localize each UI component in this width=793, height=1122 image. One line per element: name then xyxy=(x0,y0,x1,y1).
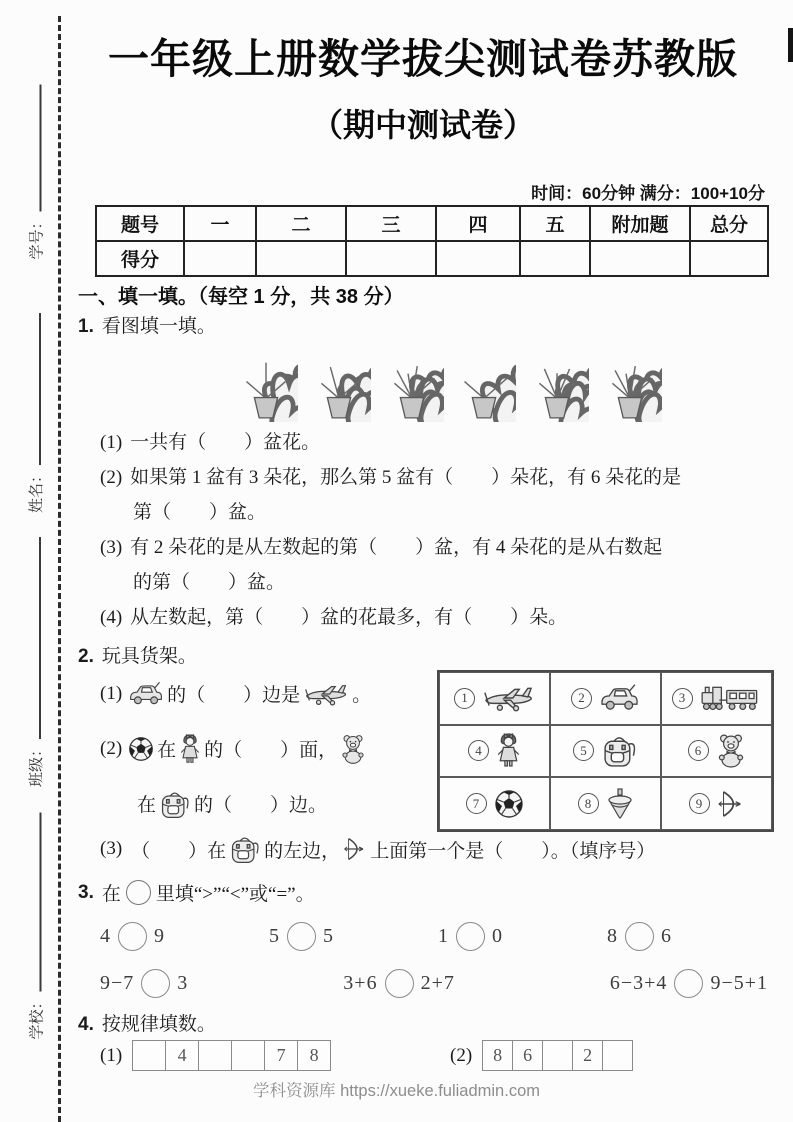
flower-pot xyxy=(307,342,371,422)
score-empty-cell-2 xyxy=(256,241,346,276)
q4-seq1-cell-2: 4 xyxy=(165,1041,198,1070)
margin-label-class xyxy=(24,537,46,787)
toy-shelf-grid xyxy=(437,670,774,832)
q4-seq2-cell-3 xyxy=(542,1041,572,1070)
q1-title-text: 看图填一填。 xyxy=(101,316,216,337)
shelf-cell-5 xyxy=(550,725,661,778)
shelf-number-8: 8 xyxy=(578,793,599,814)
q4-seq2-cell-4: 2 xyxy=(572,1041,602,1070)
shelf-number-6: 6 xyxy=(688,740,709,761)
shelf-cell-4 xyxy=(439,725,550,778)
comparison-left: 9−7 xyxy=(100,972,135,994)
margin-label-text-student-id: 学号： xyxy=(28,214,45,260)
q4-sequence-boxes-2 xyxy=(482,1040,633,1071)
q4-seq1-cell-4 xyxy=(231,1041,264,1070)
q2-line-1 xyxy=(100,666,440,721)
answer-circle xyxy=(456,922,485,951)
plane-icon xyxy=(482,684,535,712)
q3-comparison-row-1 xyxy=(100,922,672,951)
q1-sub-4 xyxy=(100,600,768,635)
q2-line-2-text-2: 在 xyxy=(157,740,177,761)
comparison-left: 8 xyxy=(607,925,618,947)
flower-pot xyxy=(452,342,516,422)
shelf-number-1: 1 xyxy=(454,688,475,709)
teddy-icon xyxy=(340,734,366,764)
score-empty-cell-1 xyxy=(184,241,256,276)
score-table-col-6: 附加题 xyxy=(590,206,690,241)
answer-circle xyxy=(141,969,170,998)
q1-sub-3 xyxy=(100,530,768,600)
comparison-right: 3 xyxy=(177,972,189,994)
q2-subquestions xyxy=(100,666,440,831)
q2-title-text: 玩具货架。 xyxy=(101,646,197,667)
shelf-number-9: 9 xyxy=(689,793,710,814)
q4-title-text: 按规律填数。 xyxy=(101,1014,216,1035)
score-row-label-cell: 得分 xyxy=(96,241,184,276)
score-table-col-1: 一 xyxy=(184,206,256,241)
shelf-number-5: 5 xyxy=(573,740,594,761)
bow-icon xyxy=(343,836,367,862)
comparison-left: 1 xyxy=(438,925,449,947)
q4-sequence-1 xyxy=(100,1040,331,1071)
score-table-col-7: 总分 xyxy=(690,206,768,241)
ball-icon xyxy=(128,736,154,762)
q1-sub-1 xyxy=(100,425,768,460)
margin-label-text-student-name: 姓名： xyxy=(28,467,45,513)
q1-title xyxy=(78,311,216,338)
q1-sub-2-text: 如果第 1 盆有 3 朵花，那么第 5 盆有（ ）朵花，有 6 朵花的是 xyxy=(130,467,682,488)
margin-label-student-name xyxy=(24,313,46,513)
q1-sub-2 xyxy=(100,460,768,530)
q3-heading xyxy=(78,879,315,906)
score-empty-cell-7 xyxy=(690,241,768,276)
score-table-col-5: 五 xyxy=(520,206,590,241)
shelf-cell-3 xyxy=(661,672,772,725)
q3-heading-pre: 在 xyxy=(101,884,121,905)
q4-seq1-cell-6: 8 xyxy=(297,1041,330,1070)
paper-title: 一年级上册数学拔尖测试卷苏教版 xyxy=(108,36,738,82)
compare-circle-icon xyxy=(126,880,151,905)
comparison-2-3 xyxy=(610,969,768,998)
q1-sub-4-number: (4) xyxy=(100,607,123,628)
score-empty-cell-3 xyxy=(346,241,436,276)
q2-line-3 xyxy=(100,776,440,831)
scan-edge-mark xyxy=(788,28,793,62)
backpack-icon xyxy=(229,833,261,865)
teddy-icon xyxy=(716,733,746,768)
q4-group-2-number: (2) xyxy=(450,1044,473,1066)
shelf-number-2: 2 xyxy=(571,688,592,709)
q4-seq1-cell-3 xyxy=(198,1041,231,1070)
comparison-1-3 xyxy=(438,922,503,951)
plane-icon xyxy=(303,682,349,706)
shelf-cell-8 xyxy=(550,777,661,830)
fold-dashed-line xyxy=(58,16,61,1122)
q2-line-3-number: (3) xyxy=(100,838,123,859)
q2-line-3-text-1: 在 xyxy=(137,795,157,816)
shelf-number-4: 4 xyxy=(468,740,489,761)
car-icon xyxy=(599,683,640,713)
q1-sub-2-number: (2) xyxy=(100,467,123,488)
top-icon xyxy=(606,788,634,820)
flower-pots-illustration xyxy=(234,338,662,422)
q1-number: 1. xyxy=(78,316,94,337)
q4-sequence-boxes-1 xyxy=(132,1040,331,1071)
score-table-col-2: 二 xyxy=(256,206,346,241)
q1-subquestions xyxy=(100,425,768,635)
q3-number: 3. xyxy=(78,881,94,903)
q4-seq2-cell-1: 8 xyxy=(493,1045,503,1065)
comparison-left: 4 xyxy=(100,925,111,947)
score-empty-cell-6 xyxy=(590,241,690,276)
comparison-left: 6−3+4 xyxy=(609,972,668,994)
q4-group-1-number: (1) xyxy=(100,1044,123,1066)
q2-number: 2. xyxy=(78,646,94,667)
margin-label-school xyxy=(24,813,46,1040)
comparison-1-2 xyxy=(269,922,334,951)
train-icon xyxy=(700,683,762,713)
q2-line-3-text-3: 的左边， xyxy=(264,840,341,862)
margin-blank-line-school xyxy=(39,813,41,992)
flower-pot xyxy=(598,342,662,422)
ball-icon xyxy=(494,789,524,819)
score-table xyxy=(95,205,769,277)
q1-sub-3-line-2: 的第（ ）盆。 xyxy=(133,572,286,593)
score-table-col-3: 三 xyxy=(346,206,436,241)
q1-sub-2-line-2: 第（ ）盆。 xyxy=(133,502,267,523)
q3-comparison-row-2 xyxy=(100,969,768,998)
q2-line-2-number: (2) xyxy=(100,737,123,759)
q1-sub-3-number: (3) xyxy=(100,537,123,558)
q4-number: 4. xyxy=(78,1014,94,1035)
comparison-right: 9 xyxy=(154,925,165,947)
comparison-right: 6 xyxy=(661,925,672,947)
q2-line-3-text-1: （ ）在 xyxy=(131,840,227,862)
shelf-cell-9 xyxy=(661,777,772,830)
q2-line-3-text-5: 上面第一个是（ ）。（填序号） xyxy=(370,840,656,862)
q4-seq2-cell-2: 6 xyxy=(512,1041,542,1070)
shelf-number-7: 7 xyxy=(466,793,487,814)
q4-title xyxy=(78,1009,216,1036)
answer-circle xyxy=(674,969,703,998)
backpack-icon xyxy=(601,732,638,769)
comparison-right: 9−5+1 xyxy=(710,972,768,994)
q2-subquestion-3 xyxy=(100,833,776,865)
flower-pot xyxy=(525,342,589,422)
comparison-1-1 xyxy=(100,922,165,951)
q3-heading-post: 里填“>”“<”或“=”。 xyxy=(155,884,315,905)
comparison-1-4 xyxy=(607,922,672,951)
answer-circle xyxy=(385,969,414,998)
car-icon xyxy=(128,681,164,707)
backpack-icon xyxy=(159,788,191,820)
answer-circle xyxy=(287,922,316,951)
comparison-right: 5 xyxy=(323,925,334,947)
q4-sequence-2 xyxy=(450,1040,633,1071)
score-table-col-4: 四 xyxy=(436,206,520,241)
shelf-number-3: 3 xyxy=(672,688,693,709)
shelf-cell-1 xyxy=(439,672,550,725)
comparison-2-2 xyxy=(343,969,455,998)
q2-line-1-text-4: 。 xyxy=(352,685,372,706)
section1-heading: 一、填一填。（每空 1 分，共 38 分） xyxy=(78,286,404,308)
margin-label-text-school: 学校： xyxy=(28,994,45,1040)
time-score-info: 时间：60分钟 满分：100+10分 xyxy=(531,184,765,203)
q4-seq1-cell-1 xyxy=(133,1041,165,1070)
shelf-cell-7 xyxy=(439,777,550,830)
flower-pot xyxy=(234,342,298,422)
comparison-left: 5 xyxy=(269,925,280,947)
q2-line-2 xyxy=(100,721,440,776)
q1-sub-1-number: (1) xyxy=(100,432,123,453)
shelf-cell-2 xyxy=(550,672,661,725)
doll-icon xyxy=(496,733,521,768)
margin-blank-line-class xyxy=(39,537,41,739)
bow-icon xyxy=(717,789,745,819)
comparison-right: 2+7 xyxy=(420,972,455,994)
answer-circle xyxy=(625,922,654,951)
comparison-right: 0 xyxy=(492,925,503,947)
margin-blank-line-student-id xyxy=(39,85,41,212)
q4-seq1-cell-5: 7 xyxy=(264,1041,297,1070)
answer-circle xyxy=(118,922,147,951)
q1-sub-1-text: 一共有（ ）盆花。 xyxy=(130,432,321,453)
margin-blank-line-student-name xyxy=(39,313,41,465)
score-empty-cell-4 xyxy=(436,241,520,276)
q4-seq2-cell-5 xyxy=(602,1041,632,1070)
score-table-header-cell: 题号 xyxy=(96,206,184,241)
q2-line-1-text-2: 的（ ）边是 xyxy=(167,685,301,706)
q2-line-1-number: (1) xyxy=(100,682,123,704)
margin-label-text-class: 班级： xyxy=(28,741,45,787)
q2-line-3-text-3: 的（ ）边。 xyxy=(194,795,328,816)
comparison-2-1 xyxy=(100,969,188,998)
score-empty-cell-5 xyxy=(520,241,590,276)
q1-sub-4-text: 从左数起，第（ ）盆的花最多，有（ ）朵。 xyxy=(130,607,568,628)
flower-pot xyxy=(380,342,444,422)
footer-watermark: 学科资源库 https://xueke.fuliadmin.com xyxy=(252,1082,540,1100)
comparison-left: 3+6 xyxy=(343,972,378,994)
shelf-cell-6 xyxy=(661,725,772,778)
paper-subtitle: （期中测试卷） xyxy=(310,107,535,143)
q1-sub-3-text: 有 2 朵花的是从左数起的第（ ）盆，有 4 朵花的是从右数起 xyxy=(130,537,663,558)
q2-line-2-text-4: 的（ ）面， xyxy=(204,740,338,761)
margin-label-student-id xyxy=(24,85,46,260)
doll-icon xyxy=(179,734,201,764)
q2-title xyxy=(78,641,197,668)
